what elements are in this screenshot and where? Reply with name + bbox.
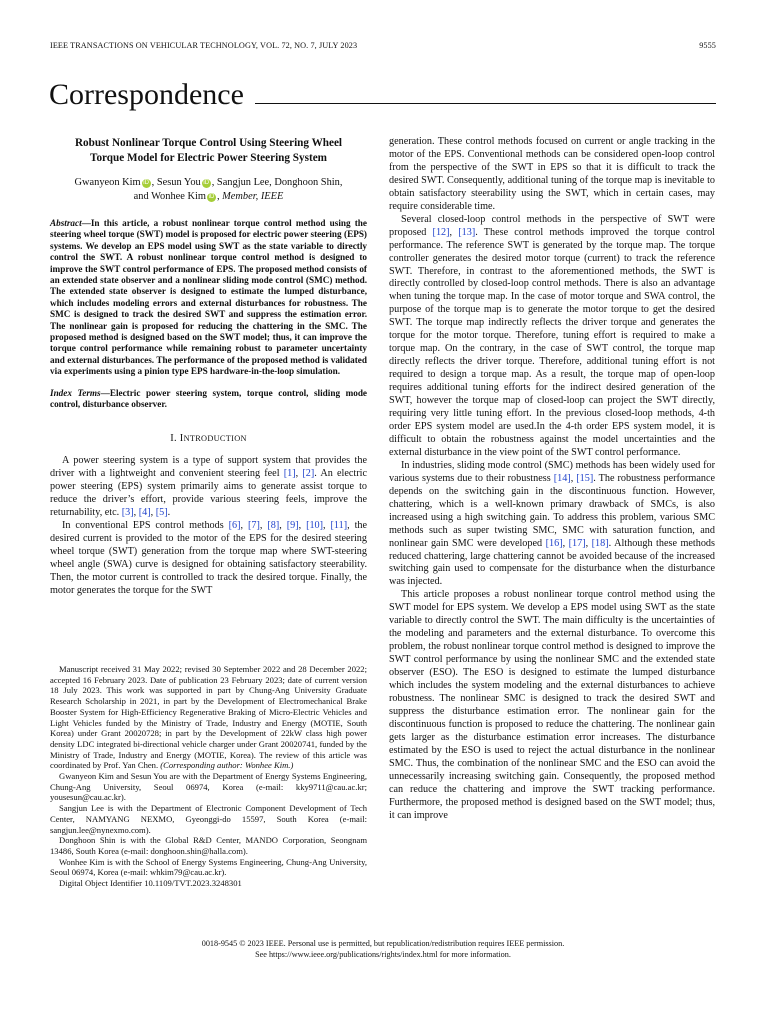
journal-name: IEEE TRANSACTIONS ON VEHICULAR TECHNOLOGY, VOL. 72, NO. 7, JULY 2023 <box>50 41 358 50</box>
banner-rule <box>255 103 716 104</box>
orcid-icon[interactable]: iD <box>208 194 215 200</box>
index-terms <box>50 388 367 411</box>
citation-link[interactable]: [14] <box>553 472 571 484</box>
body-paragraph: In industries, sliding mode control (SMC) methods has been widely used for various systems due to their robustness [14], [15]. The robustness performance depends on the switching gain in the discontinuous function. However, chattering, which is a well-known primary drawback of SMCs, is also increased using a high switching gain. To address this problem, various SMC methods such as super twisting SMC, SMC with saturation function, and nonlinear gain SMC were developed [16], [17], [18]. Although these methods reduced chattering, large chattering cannot be avoided because of the increased switching gain used to compensate for the disturbance when the disturbance was injected. <box>389 459 715 588</box>
index-terms-text: —Electric power steering system, torque control, sliding mode control, disturbance observer. <box>50 387 368 410</box>
rights-link[interactable]: See https://www.ieee.org/publications/rights/index.html for more information. <box>255 950 511 959</box>
citation-link[interactable]: [10] <box>306 520 324 532</box>
footnote-affiliation: Sangjun Lee is with the Department of Electronic Component Development of Tech Center, NAMYANG NEXMO, Gyeonggi-do 15597, South Korea (e-mail: sangjun.lee@nynexmo.com). <box>50 803 367 835</box>
copyright-line: 0018-9545 © 2023 IEEE. Personal use is permitted, but republication/redistribution requires IEEE permission. <box>201 939 565 948</box>
footnote-affiliation: Donghoon Shin is with the Global R&D Center, MANDO Corporation, Seongnam 13486, South Korea (e-mail: donghoon.shin@halla.com). <box>50 835 367 856</box>
author-name: and Wonhee Kim <box>133 191 206 202</box>
author-name: , Sesun You <box>151 177 201 188</box>
section-title-rest: NTRODUCTION <box>183 433 247 443</box>
left-column <box>50 136 367 598</box>
footnote-manuscript: Manuscript received 31 May 2022; revised 30 September 2022 and 28 December 2022; accepted 16 February 2023. Date of publication 23 February 2023; date of current version 18 July 2023. This work was supported in part by Chung-Ang University Graduate Research Scholarship in 2021, in part by the Development of Electromechanical Brake Booster System for High-Efficiency Regenerative Braking of Micro-Electric Vehicles and Light Vehicles funded by the Ministry of Trade, Industry and Energy (MOTIE, South Korea) under Grant 20020728; in part by the Development of 22kW class high power density LDC integrated bi-directional vehicle charger under Grant 20020741, funded by the Ministry of Trade, Industry and Energy (MOTIE, Korea). The review of this article was coordinated by Prof. Yan Chen. (Corresponding author: Wonhee Kim.) <box>50 664 367 771</box>
author-role: Member, IEEE <box>222 191 284 202</box>
section-title-initial: I <box>179 432 184 444</box>
author-name: Gwanyeon Kim <box>74 177 141 188</box>
abstract-label: Abstract <box>50 218 82 228</box>
citation-link[interactable]: [16] <box>545 537 563 549</box>
paper-title: Robust Nonlinear Torque Control Using Steering Wheel Torque Model for Electric Power Steering System <box>74 137 343 164</box>
corresponding-author: (Corresponding author: Wonhee Kim.) <box>160 760 294 771</box>
citation-link[interactable]: [2] <box>302 468 315 480</box>
author-name: , Sangjun Lee, Donghoon Shin, <box>211 177 343 188</box>
footnote-doi: Digital Object Identifier 10.1109/TVT.2023.3248301 <box>59 878 242 889</box>
citation-link[interactable]: [17] <box>568 537 586 549</box>
citation-link[interactable]: [7] <box>247 520 260 532</box>
body-paragraph: In conventional EPS control methods [6], [7], [8], [9], [10], [11], the desired current is provided to the motor of the EPS for the desired steering wheel torque (SWT) generation from the torque map where SWT-steering wheel angle (SWA) curve is designed for obtaining satisfactory steerability. Then, the motor current is controlled to track the desired torque. Finally, the motor generates the torque for the SWT <box>50 520 368 596</box>
body-paragraph: generation. These control methods focused on current or angle tracking in the motor of the EPS. Conventional methods can be considered open-loop control from the perspective of the SWT in EPS so that it is difficult to track the desired SWT. Consequently, additional tuning of the torque map is inevitable to obtain satisfactory steerability using the SWT, which in certain cases, may require considerable time. <box>389 136 715 212</box>
citation-link[interactable]: [6] <box>228 520 241 532</box>
correspondence-banner <box>49 78 716 114</box>
citation-link[interactable]: [8] <box>267 520 280 532</box>
citation-link[interactable]: [13] <box>458 226 476 238</box>
section-banner-title: Correspondence <box>49 78 244 111</box>
citation-link[interactable]: [9] <box>286 520 299 532</box>
section-heading <box>50 433 367 446</box>
citation-link[interactable]: [11] <box>330 520 348 532</box>
footnote-affiliation: Wonhee Kim is with the School of Energy Systems Engineering, Chung-Ang University, Seoul 06974, Korea (e-mail: whkim79@cau.ac.kr). <box>50 856 367 878</box>
citation-link[interactable]: [12] <box>432 226 450 238</box>
body-paragraph: Several closed-loop control methods in the perspective of SWT were proposed [12], [13]. These control methods improved the torque control performance. The reference SWT is generated by the torque map. The torque controller generates the desired motor torque (current) to track the reference SWT. Therefore, in contrast to the aforementioned methods, the SWT is directly controlled by closed-loop control methods. There is also an advantage when tuning the torque map. In the case of motor torque and SWA control, the purpose of the torque map is to generate the motor torque to get the desired SWT. The torque map indirectly reflects the driver torque and generates the torque for the motor torque. Therefore, tuning effort is required to make a torque map. On the contrary, in the case of SWT control, the torque map directly reflects the driver torque. Therefore, additional tuning effort is not required to design a torque map. As a result, the torque map of open-loop requires additional tuning efforts for the indirect desired generation of the SWT, however the torque map of closed-loop can project the SWT directly, requiring very little tuning effort. In the previous closed-loop methods, 4-th order EPS system model are used.In the 4-th order EPS system model, it is difficult to obtain the robustness against the model uncertainties and the external disturbance in the view point of the SWT control performance. <box>389 213 715 458</box>
footnote-affiliation: Gwanyeon Kim and Sesun You are with the Department of Energy Systems Engineering, Chung-Ang University, Seoul 06974, Korea (e-mail: kky9711@cau.ac.kr; yousesun@cau.ac.kr). <box>50 771 367 803</box>
citation-link[interactable]: [1] <box>283 468 296 480</box>
copyright-notice <box>50 938 716 960</box>
orcid-icon[interactable]: iD <box>203 180 210 186</box>
orcid-icon[interactable]: iD <box>143 180 149 186</box>
body-paragraph: A power steering system is a type of support system that provides the driver with a lightweight and convenient steering feel [1], [2]. An electric power steering (EPS) system primarily aims to generate assist torque to reduce the driver’s effort, provide various steering feels, improve the returnability, etc. [3], [4], [5]. <box>50 455 367 519</box>
citation-link[interactable]: [5] <box>155 507 168 519</box>
page-number: 9555 <box>699 41 716 50</box>
body-paragraph: This article proposes a robust nonlinear torque control method using the SWT model for EPS system. We develop a EPS model using SWT as the state variable to directly control the SWT. The main difficulty is the uncertainties of the modeling and parameters and the external disturbance. To overcome this problem, the robust nonlinear torque control method is designed to improve the SWT control performance by using the nonlinear SMC and the extended state observer (ESO). The ESO is designed to estimate the lumped disturbance which includes the system modeling and the external disturbances to achieve robustness. The nonlinear SMC is designed to track the desired SWT and suppress the disturbance estimation error. The nonlinear gain for the discontinuous function is proposed to reduce the chattering. The nonlinear gain gets larger as the disturbance estimation error increases. The disturbance estimated by the ESO is used to reject the actual disturbance in the nonlinear SMC. Thus, the combination of the nonlinear SMC and the ESO can avoid the unnecessarily increasing switching gain. Consequently, the proposed method can reduce the chattering and improve the SWT tracking performance. Furthermore, the proposed method is designed based on the SWT model; thus, it can improve <box>389 589 715 821</box>
citation-link[interactable]: [15] <box>576 472 594 484</box>
footnotes <box>50 664 367 889</box>
right-column <box>389 136 715 823</box>
index-terms-label: Index Terms <box>50 387 101 398</box>
abstract-text: —In this article, a robust nonlinear torque control method using the steering wheel torque (SWT) model is proposed for electric power steering (EPS) systems. We develop an EPS model using SWT as the state variable to directly control the SWT. A robust nonlinear torque control method is designed to improve the SWT control performance of EPS. The proposed method consists of an extended state observer and a nonlinear sliding mode control (SMC) method. The extended state observer is designed to estimate the lumped disturbance, which includes modeling errors and external disturbances for robustness. The SMC is designed to track the desired SWT and suppress the estimation error. The nonlinear gain is proposed for reducing the chattering in the SMC. The proposed method is designed based on the SWT model; thus, it can improve the torque control performance while remaining robust to parameter uncertainty and external disturbances. The performance of the proposed method is validated via experiments using a pinion type EPS hardware-in-the-loop simulation. <box>50 218 367 377</box>
section-number: I. <box>170 432 177 444</box>
citation-link[interactable]: [4] <box>138 507 151 519</box>
running-header <box>50 41 716 53</box>
citation-link[interactable]: [3] <box>121 507 134 519</box>
abstract <box>50 218 367 378</box>
author-list: Gwanyeon Kim iD , Sesun You iD , Sangjun Lee, Donghoon Shin, and Wonhee Kim iD , Member, IEEE <box>74 177 343 202</box>
citation-link[interactable]: [18] <box>591 537 609 549</box>
